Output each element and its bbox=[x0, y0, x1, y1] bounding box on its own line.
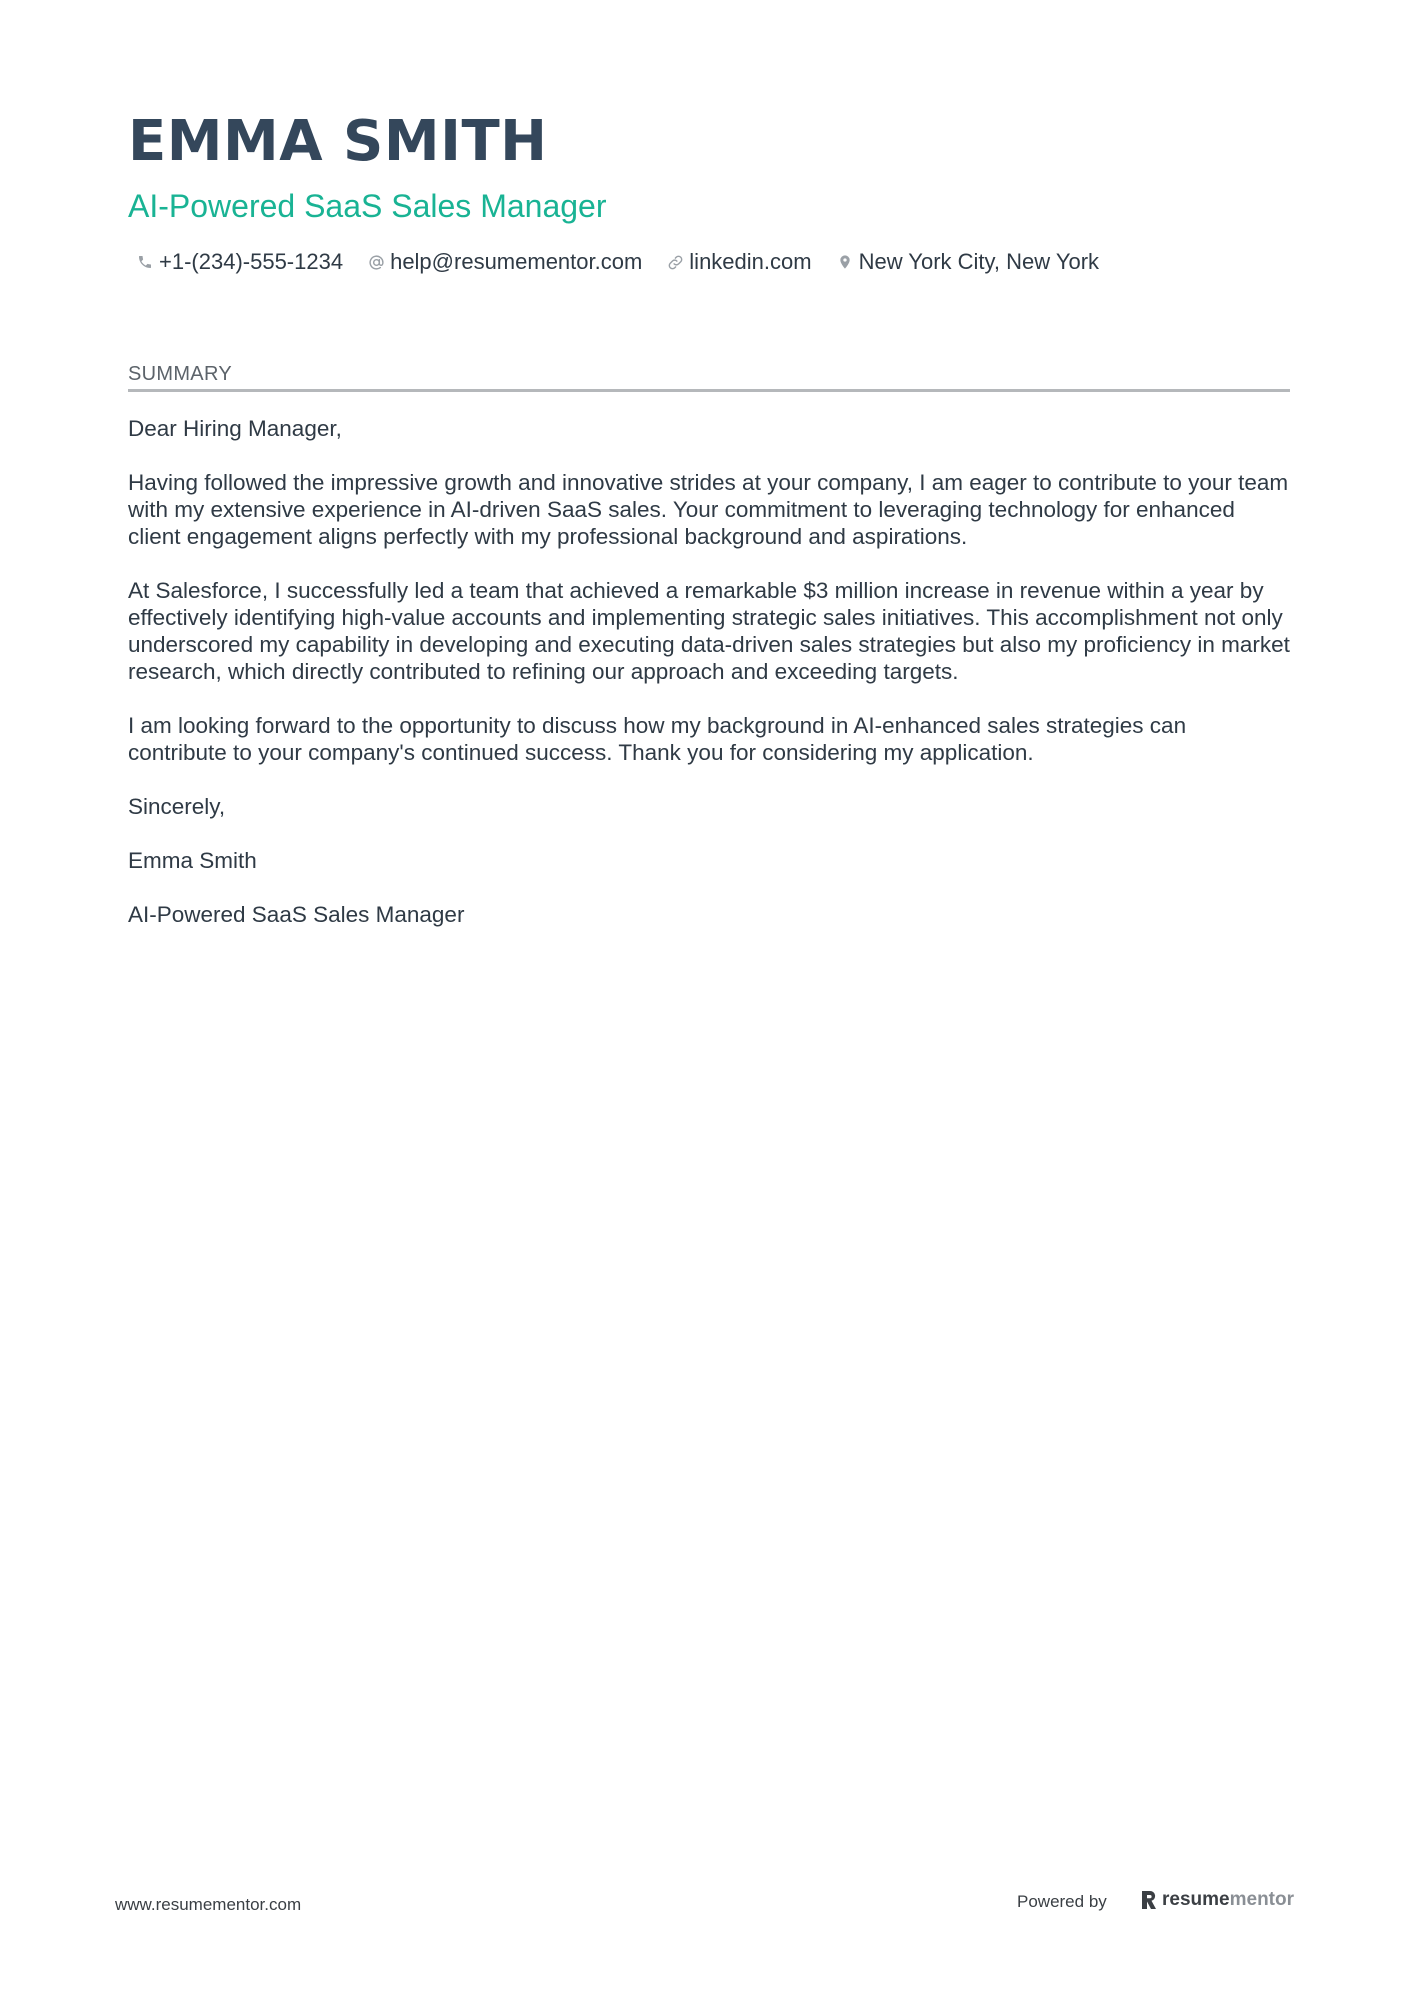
footer-url[interactable]: www.resumementor.com bbox=[115, 1895, 302, 1914]
resumementor-logo-icon bbox=[1140, 1889, 1158, 1911]
summary-heading: SUMMARY bbox=[128, 361, 1290, 392]
contact-linkedin bbox=[666, 247, 811, 277]
contact-location bbox=[836, 247, 1099, 277]
linkedin-link[interactable]: linkedin.com bbox=[689, 249, 812, 274]
salutation: Dear Hiring Manager, bbox=[128, 416, 342, 441]
phone-icon bbox=[136, 253, 154, 271]
candidate-job-title: AI-Powered SaaS Sales Manager bbox=[128, 188, 607, 224]
link-icon bbox=[666, 253, 684, 271]
contact-bar bbox=[136, 247, 1123, 277]
letter-body bbox=[128, 415, 1290, 955]
location-pin-icon bbox=[836, 253, 854, 271]
brand-name-part2: mentor bbox=[1229, 1889, 1295, 1910]
phone-number: +1-(234)-555-1234 bbox=[159, 249, 344, 274]
location-text: New York City, New York bbox=[858, 249, 1100, 274]
contact-email bbox=[367, 247, 642, 277]
at-icon bbox=[367, 253, 385, 271]
contact-phone bbox=[136, 247, 343, 277]
footer-brand-logo[interactable] bbox=[1140, 1887, 1294, 1913]
letter-paragraph-3: I am looking forward to the opportunity to discuss how my background in AI-enhanced sales strategies can contribute to your company's continued success. Thank you for considering my application. bbox=[128, 713, 1187, 765]
letter-paragraph-1: Having followed the impressive growth and innovative strides at your company, I am eager to contribute to your team with my extensive experience in AI-driven SaaS sales. Your commitment to leveraging technology for enhanced client engagement aligns perfectly with my professional background and aspirations. bbox=[128, 470, 1289, 549]
candidate-name: EMMA SMITH bbox=[128, 109, 548, 174]
closing: Sincerely, bbox=[128, 794, 226, 819]
letter-paragraph-2: At Salesforce, I successfully led a team that achieved a remarkable $3 million increase in revenue within a year by effectively identifying high-value accounts and implementing strategic sales initiatives. This accomplishment not only underscored my capability in developing and executing data-driven sales strategies but also my proficiency in market research, which directly contributed to refining our approach and exceeding targets. bbox=[128, 578, 1290, 684]
signature-title: AI-Powered SaaS Sales Manager bbox=[128, 902, 465, 927]
email-address[interactable]: help@resumementor.com bbox=[390, 249, 643, 274]
footer-powered-by: Powered by bbox=[1017, 1892, 1107, 1911]
brand-name-part1: resume bbox=[1162, 1889, 1230, 1910]
signature-name: Emma Smith bbox=[128, 848, 257, 873]
